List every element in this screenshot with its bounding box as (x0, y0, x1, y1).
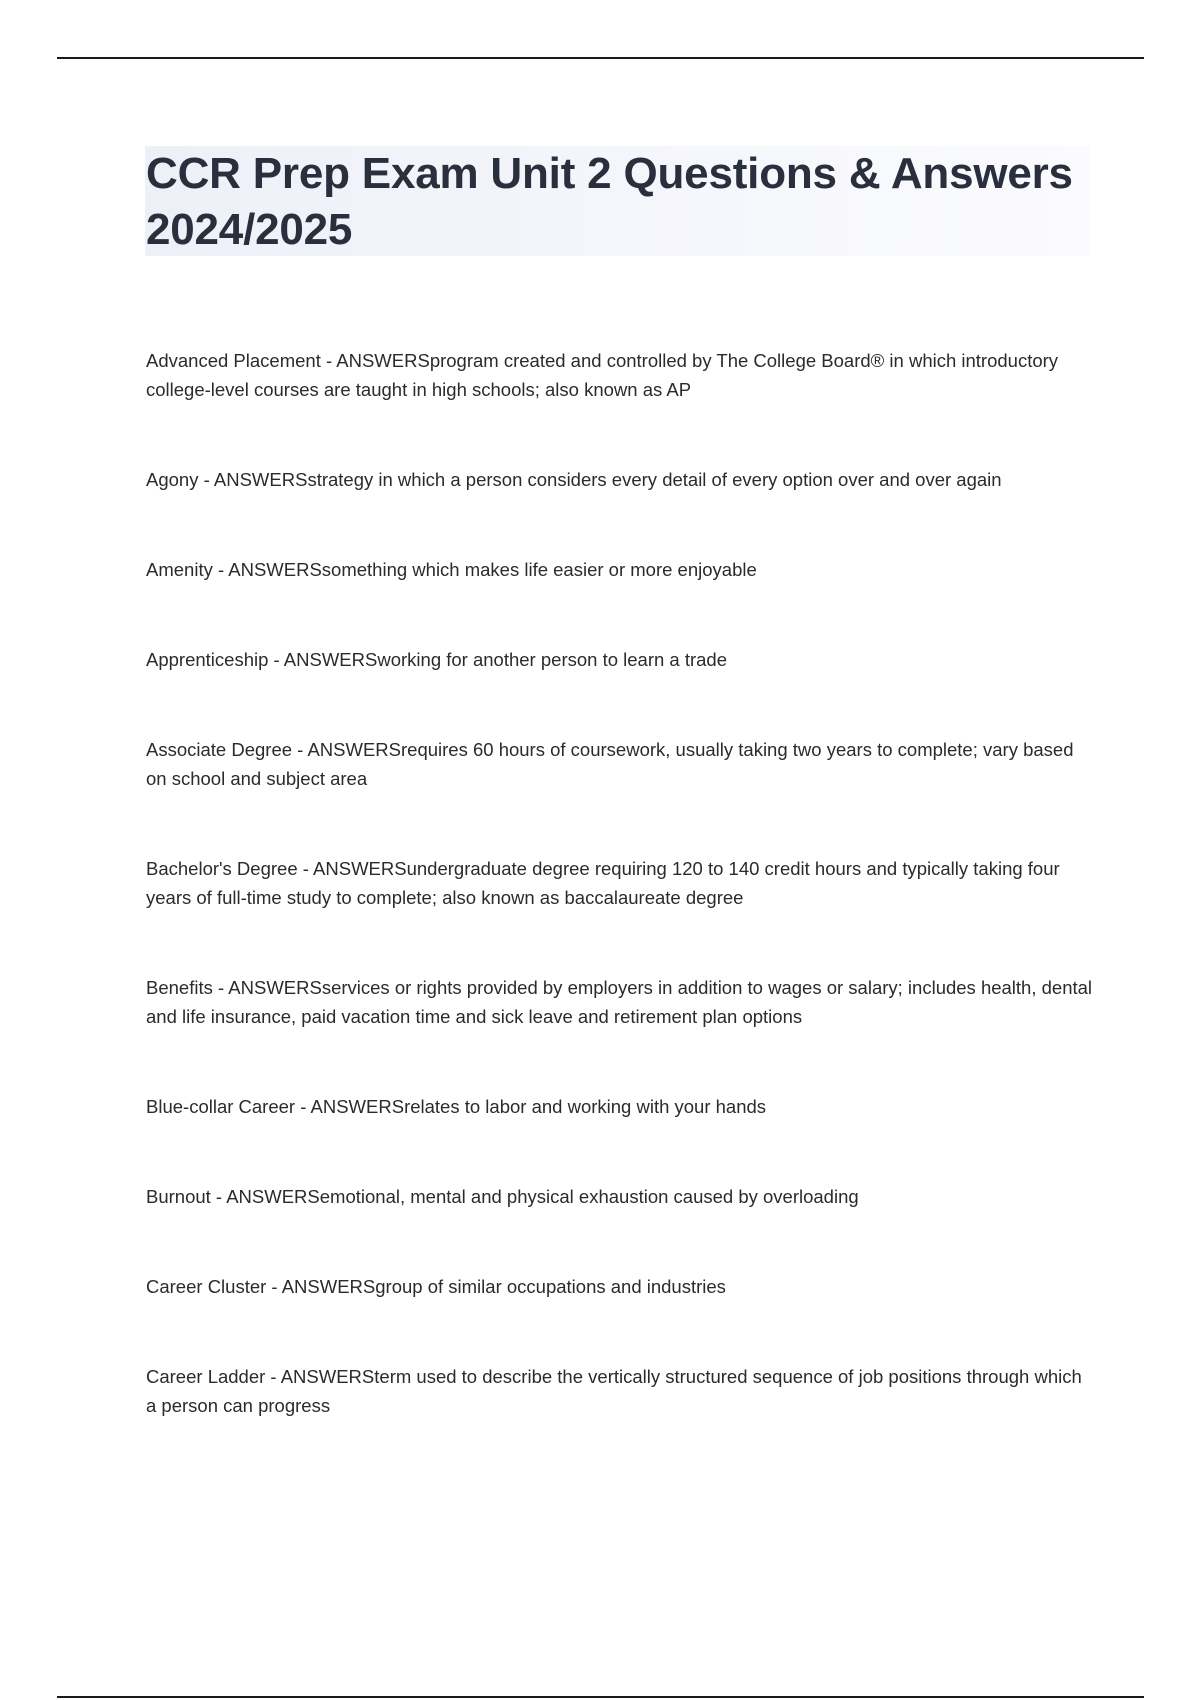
glossary-entry (146, 735, 1096, 793)
entry-separator: - ANSWERS (320, 350, 430, 371)
entry-definition: group of similar occupations and industries (375, 1276, 726, 1297)
entry-separator: - ANSWERS (295, 1096, 405, 1117)
glossary-entry (146, 346, 1096, 404)
entry-separator: - ANSWERS (210, 1186, 320, 1207)
entry-definition: term used to describe the vertically structured sequence of job positions through which a person can progress (146, 1366, 1082, 1416)
entry-definition: relates to labor and working with your hands (404, 1096, 767, 1117)
glossary-entry (146, 1092, 1096, 1121)
glossary-entry (146, 645, 1096, 674)
entry-separator: - ANSWERS (212, 559, 322, 580)
entry-definition: program created and controlled by The College Board® in which introductory college-level courses are taught in high schools; also known as AP (146, 350, 1059, 400)
entry-term: Apprenticeship (146, 649, 269, 670)
glossary-entry (146, 465, 1096, 494)
entry-separator: - ANSWERS (292, 739, 401, 760)
entry-term: Benefits (146, 977, 213, 998)
entry-definition: working for another person to learn a trade (377, 649, 728, 670)
glossary-list (146, 346, 1096, 1481)
entry-separator: - ANSWERS (198, 469, 308, 490)
entry-term: Agony (146, 469, 199, 490)
entry-separator: - ANSWERS (266, 1276, 376, 1297)
glossary-entry (146, 1182, 1096, 1211)
entry-definition: strategy in which a person considers every detail of every option over and over again (307, 469, 1002, 490)
entry-definition: emotional, mental and physical exhaustion caused by overloading (319, 1186, 859, 1207)
entry-separator: - ANSWERS (265, 1366, 375, 1387)
entry-definition: undergraduate degree requiring 120 to 140 credit hours and typically taking four years of full-time study to complete; also known as baccalaureate degree (146, 858, 1060, 908)
entry-term: Blue-collar Career (146, 1096, 296, 1117)
glossary-entry (146, 555, 1096, 584)
entry-term: Career Ladder (146, 1366, 266, 1387)
glossary-entry (146, 854, 1096, 912)
entry-term: Amenity (146, 559, 213, 580)
entry-term: Burnout (146, 1186, 211, 1207)
glossary-entry (146, 973, 1096, 1031)
entry-term: Advanced Placement (146, 350, 321, 371)
entry-term: Career Cluster (146, 1276, 267, 1297)
entry-separator: - ANSWERS (212, 977, 322, 998)
entry-definition: requires 60 hours of coursework, usually taking two years to complete; vary based on school and subject area (146, 739, 1074, 789)
entry-separator: - ANSWERS (297, 858, 407, 879)
entry-definition: services or rights provided by employers in addition to wages or salary; includes health, dental and life insurance, paid vacation time and sick leave and retirement plan options (146, 977, 1093, 1027)
entry-term: Associate Degree (146, 739, 293, 760)
glossary-entry (146, 1272, 1096, 1301)
bottom-rule (57, 1696, 1144, 1698)
entry-definition: something which makes life easier or more enjoyable (321, 559, 757, 580)
page-title: CCR Prep Exam Unit 2 Questions & Answers 2024/2025 (146, 149, 1073, 254)
entry-separator: - ANSWERS (268, 649, 378, 670)
glossary-entry (146, 1362, 1096, 1420)
top-rule (57, 57, 1144, 59)
entry-term: Bachelor's Degree (146, 858, 298, 879)
